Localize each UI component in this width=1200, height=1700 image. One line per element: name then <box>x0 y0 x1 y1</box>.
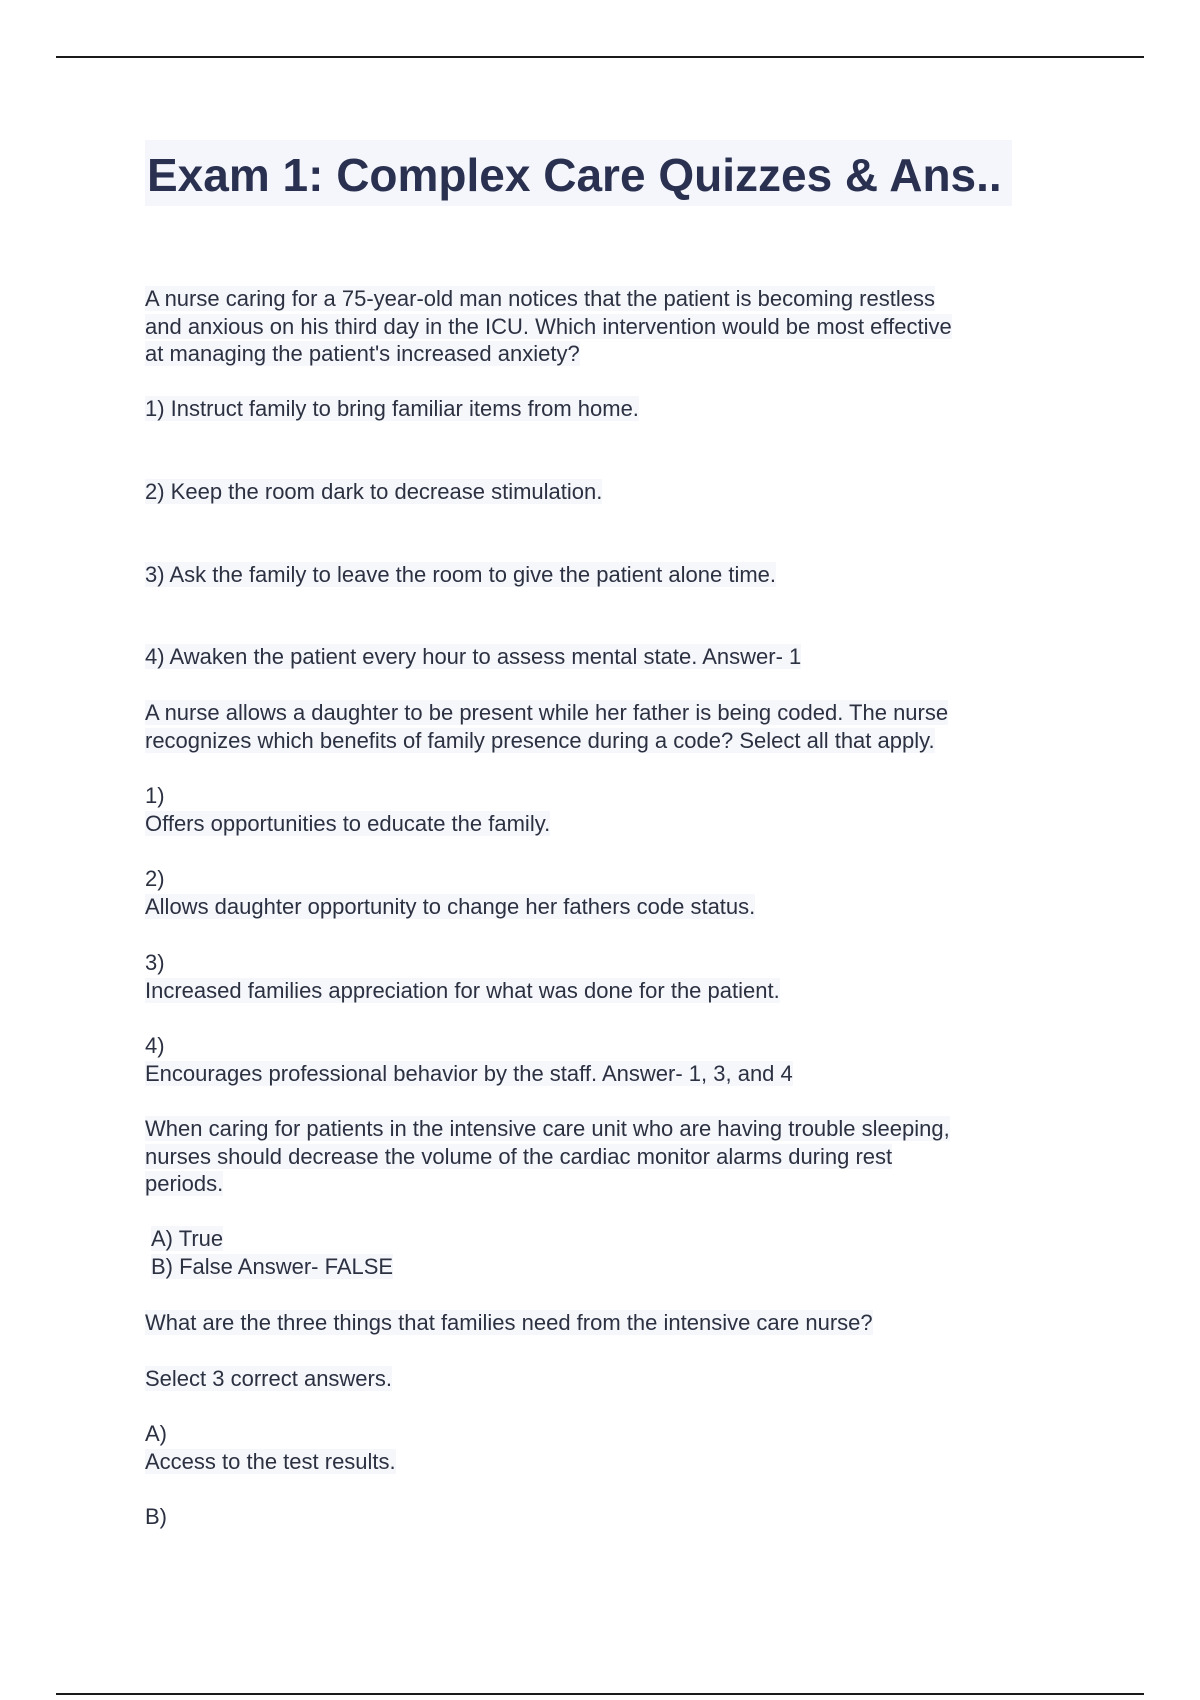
question-2-stem-line: recognizes which benefits of family presence during a code? Select all that apply. <box>145 727 935 753</box>
question-2-stem-line: A nurse allows a daughter to be present while her father is being coded. The nurse <box>145 700 949 725</box>
question-1-option-4 <box>145 643 801 671</box>
option-text: B) False Answer- FALSE <box>151 1253 394 1279</box>
question-1-stem-line: A nurse caring for a 75-year-old man notices that the patient is becoming restless <box>145 286 935 311</box>
option-text: Increased families appreciation for what was done for the patient. <box>145 977 780 1003</box>
option-number: A) <box>145 1421 167 1446</box>
question-4-stem <box>145 1309 873 1337</box>
document-page <box>145 140 1065 1529</box>
question-3-stem <box>145 1115 950 1198</box>
option-number: 1) <box>145 783 165 808</box>
question-2-stem <box>145 699 948 754</box>
question-1-stem-line: at managing the patient's increased anxiety? <box>145 341 580 366</box>
question-3-stem-line: When caring for patients in the intensive care unit who are having trouble sleeping, <box>145 1116 950 1141</box>
option-number: 3) <box>145 950 165 975</box>
option-text: 4) Awaken the patient every hour to assess mental state. Answer- 1 <box>145 644 802 669</box>
option-number: 4) <box>145 1033 165 1058</box>
option-number: B) <box>145 1504 167 1529</box>
question-1-option-1 <box>145 395 639 423</box>
question-2-option-1 <box>145 782 550 837</box>
question-1-stem <box>145 285 952 368</box>
question-4-option-b <box>145 1503 167 1531</box>
question-1-stem-line: and anxious on his third day in the ICU. Which intervention would be most effective <box>145 313 952 339</box>
option-text: A) True <box>151 1226 224 1251</box>
question-1-option-2 <box>145 478 602 506</box>
option-text: Offers opportunities to educate the family. <box>145 810 551 836</box>
question-4-stem-line: What are the three things that families need from the intensive care nurse? <box>145 1310 873 1335</box>
instruction-text: Select 3 correct answers. <box>145 1366 392 1391</box>
option-text: Encourages professional behavior by the staff. Answer- 1, 3, and 4 <box>145 1060 793 1086</box>
option-text: Allows daughter opportunity to change her fathers code status. <box>145 893 756 919</box>
question-2-option-2 <box>145 865 755 920</box>
document-title: Exam 1: Complex Care Quizzes & Ans.. <box>145 140 1012 206</box>
question-2-option-3 <box>145 949 780 1004</box>
option-number: 2) <box>145 866 165 891</box>
question-3-stem-line: nurses should decrease the volume of the cardiac monitor alarms during rest <box>145 1143 893 1169</box>
top-rule <box>56 56 1144 58</box>
option-text: Access to the test results. <box>145 1448 396 1474</box>
question-2-option-4 <box>145 1032 793 1087</box>
option-text: 1) Instruct family to bring familiar items from home. <box>145 396 639 421</box>
question-3-options <box>145 1225 393 1280</box>
option-text: 2) Keep the room dark to decrease stimulation. <box>145 479 603 504</box>
question-4-option-a <box>145 1420 396 1475</box>
bottom-rule <box>56 1693 1144 1695</box>
question-4-instruction <box>145 1365 392 1393</box>
question-1-option-3 <box>145 561 776 589</box>
option-text: 3) Ask the family to leave the room to give the patient alone time. <box>145 562 777 587</box>
question-3-stem-line: periods. <box>145 1171 224 1196</box>
